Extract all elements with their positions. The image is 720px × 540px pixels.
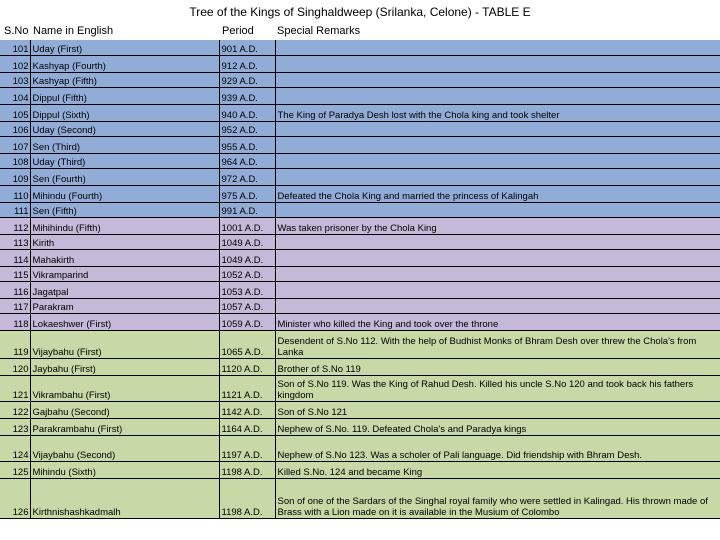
- cell-sno: 111: [0, 202, 30, 217]
- cell-sno: 110: [0, 185, 30, 202]
- header-remarks: Special Remarks: [277, 25, 361, 37]
- table-row: [0, 461, 720, 478]
- kings-table-body: [0, 40, 720, 518]
- cell-period: 1198 A.D.: [219, 461, 275, 478]
- cell-sno: 113: [0, 234, 30, 249]
- table-row: [0, 375, 720, 401]
- cell-sno: 121: [0, 375, 30, 401]
- cell-period: 1121 A.D.: [219, 375, 275, 401]
- cell-sno: 109: [0, 168, 30, 185]
- cell-name: Gajbahu (Second): [30, 401, 219, 418]
- cell-remarks: [275, 168, 720, 185]
- cell-remarks: Son of S.No 121: [275, 401, 720, 418]
- cell-name: Mihindu (Fourth): [30, 185, 219, 202]
- cell-sno: 119: [0, 330, 30, 358]
- cell-name: Uday (Third): [30, 153, 219, 168]
- cell-period: 952 A.D.: [219, 121, 275, 136]
- cell-period: 955 A.D.: [219, 136, 275, 153]
- cell-sno: 115: [0, 266, 30, 281]
- table-row: [0, 435, 720, 461]
- cell-sno: 105: [0, 104, 30, 121]
- table-row: [0, 136, 720, 153]
- cell-name: Dippul (Sixth): [30, 104, 219, 121]
- cell-name: Uday (Second): [30, 121, 219, 136]
- cell-period: 940 A.D.: [219, 104, 275, 121]
- cell-remarks: Desendent of S.No 112. With the help of Budhist Monks of Bhram Desh over threw the Chola's from Lanka: [275, 330, 720, 358]
- cell-period: 975 A.D.: [219, 185, 275, 202]
- cell-remarks: Brother of S.No 119: [275, 358, 720, 375]
- cell-sno: 120: [0, 358, 30, 375]
- table-row: [0, 298, 720, 313]
- cell-period: 1052 A.D.: [219, 266, 275, 281]
- cell-name: Jagatpal: [30, 281, 219, 298]
- cell-name: Jaybahu (First): [30, 358, 219, 375]
- cell-name: Vijaybahu (Second): [30, 435, 219, 461]
- cell-remarks: [275, 40, 720, 55]
- cell-period: 912 A.D.: [219, 55, 275, 72]
- cell-remarks: The King of Paradya Desh lost with the Chola king and took shelter: [275, 104, 720, 121]
- cell-remarks: [275, 234, 720, 249]
- cell-remarks: [275, 266, 720, 281]
- cell-name: Mihindu (Sixth): [30, 461, 219, 478]
- cell-period: 1198 A.D.: [219, 478, 275, 518]
- cell-remarks: Son of one of the Sardars of the Singhal royal family who were settled in Kalingad. His thrown made of Brass with a Lion made on it is available in the Musium of Colombo: [275, 478, 720, 518]
- cell-name: Uday (First): [30, 40, 219, 55]
- cell-sno: 108: [0, 153, 30, 168]
- cell-remarks: Minister who killed the King and took over the throne: [275, 313, 720, 330]
- cell-name: Vikrambahu (First): [30, 375, 219, 401]
- cell-period: 939 A.D.: [219, 87, 275, 104]
- cell-remarks: [275, 249, 720, 266]
- cell-sno: 112: [0, 217, 30, 234]
- cell-period: 1120 A.D.: [219, 358, 275, 375]
- table-row: [0, 217, 720, 234]
- cell-name: Lokaeshwer (First): [30, 313, 219, 330]
- header-sno: S.No: [4, 25, 29, 37]
- table-row: [0, 234, 720, 249]
- cell-period: 1059 A.D.: [219, 313, 275, 330]
- cell-remarks: [275, 87, 720, 104]
- cell-period: 1065 A.D.: [219, 330, 275, 358]
- table-row: [0, 40, 720, 55]
- cell-period: 1053 A.D.: [219, 281, 275, 298]
- table-row: [0, 55, 720, 72]
- table-row: [0, 104, 720, 121]
- cell-name: Parakram: [30, 298, 219, 313]
- cell-sno: 101: [0, 40, 30, 55]
- cell-name: Vijaybahu (First): [30, 330, 219, 358]
- cell-period: 901 A.D.: [219, 40, 275, 55]
- table-row: [0, 168, 720, 185]
- cell-name: Mahakirth: [30, 249, 219, 266]
- cell-sno: 125: [0, 461, 30, 478]
- table-row: [0, 330, 720, 358]
- cell-sno: 122: [0, 401, 30, 418]
- table-row: [0, 72, 720, 87]
- cell-remarks: [275, 121, 720, 136]
- cell-period: 1164 A.D.: [219, 418, 275, 435]
- cell-period: 929 A.D.: [219, 72, 275, 87]
- cell-remarks: Was taken prisoner by the Chola King: [275, 217, 720, 234]
- kings-table: [0, 40, 720, 519]
- cell-name: Kashyap (Fifth): [30, 72, 219, 87]
- cell-sno: 126: [0, 478, 30, 518]
- cell-remarks: [275, 136, 720, 153]
- cell-sno: 106: [0, 121, 30, 136]
- cell-remarks: [275, 153, 720, 168]
- cell-period: 1197 A.D.: [219, 435, 275, 461]
- cell-remarks: [275, 202, 720, 217]
- cell-remarks: Killed S.No. 124 and became King: [275, 461, 720, 478]
- cell-period: 1049 A.D.: [219, 249, 275, 266]
- cell-sno: 123: [0, 418, 30, 435]
- table-row: [0, 185, 720, 202]
- cell-sno: 117: [0, 298, 30, 313]
- cell-sno: 103: [0, 72, 30, 87]
- cell-sno: 114: [0, 249, 30, 266]
- cell-name: Kirthnishashkadmalh: [30, 478, 219, 518]
- table-row: [0, 121, 720, 136]
- table-row: [0, 401, 720, 418]
- header-period: Period: [222, 25, 254, 37]
- cell-sno: 102: [0, 55, 30, 72]
- cell-name: Sen (Fifth): [30, 202, 219, 217]
- page-title: Tree of the Kings of Singhaldweep (Srilanka, Celone) - TABLE E: [189, 5, 531, 19]
- cell-period: 1057 A.D.: [219, 298, 275, 313]
- cell-remarks: Son of S.No 119. Was the King of Rahud Desh. Killed his uncle S.No 120 and took back his fathers kingdom: [275, 375, 720, 401]
- cell-name: Parakrambahu (First): [30, 418, 219, 435]
- cell-remarks: [275, 55, 720, 72]
- cell-period: 964 A.D.: [219, 153, 275, 168]
- cell-remarks: [275, 298, 720, 313]
- table-row: [0, 266, 720, 281]
- table-row: [0, 418, 720, 435]
- cell-remarks: [275, 72, 720, 87]
- cell-name: Sen (Fourth): [30, 168, 219, 185]
- cell-sno: 107: [0, 136, 30, 153]
- cell-remarks: Defeated the Chola King and married the princess of Kalingah: [275, 185, 720, 202]
- cell-name: Kirith: [30, 234, 219, 249]
- cell-sno: 116: [0, 281, 30, 298]
- cell-period: 972 A.D.: [219, 168, 275, 185]
- cell-period: 1001 A.D.: [219, 217, 275, 234]
- cell-period: 991 A.D.: [219, 202, 275, 217]
- cell-remarks: Nephew of S.No. 119. Defeated Chola's and Paradya kings: [275, 418, 720, 435]
- cell-name: Dippul (Fifth): [30, 87, 219, 104]
- cell-period: 1049 A.D.: [219, 234, 275, 249]
- cell-name: Vikramparind: [30, 266, 219, 281]
- table-row: [0, 281, 720, 298]
- table-row: [0, 202, 720, 217]
- table-row: [0, 478, 720, 518]
- cell-period: 1142 A.D.: [219, 401, 275, 418]
- cell-remarks: [275, 281, 720, 298]
- cell-name: Sen (Third): [30, 136, 219, 153]
- table-row: [0, 313, 720, 330]
- header-name: Name in English: [33, 25, 114, 37]
- cell-name: Kashyap (Fourth): [30, 55, 219, 72]
- table-row: [0, 87, 720, 104]
- table-row: [0, 249, 720, 266]
- cell-name: Mihihindu (Fifth): [30, 217, 219, 234]
- cell-remarks: Nephew of S.No 123. Was a scholer of Pali language. Did friendship with Bhram Desh.: [275, 435, 720, 461]
- table-row: [0, 153, 720, 168]
- cell-sno: 124: [0, 435, 30, 461]
- cell-sno: 104: [0, 87, 30, 104]
- cell-sno: 118: [0, 313, 30, 330]
- table-row: [0, 358, 720, 375]
